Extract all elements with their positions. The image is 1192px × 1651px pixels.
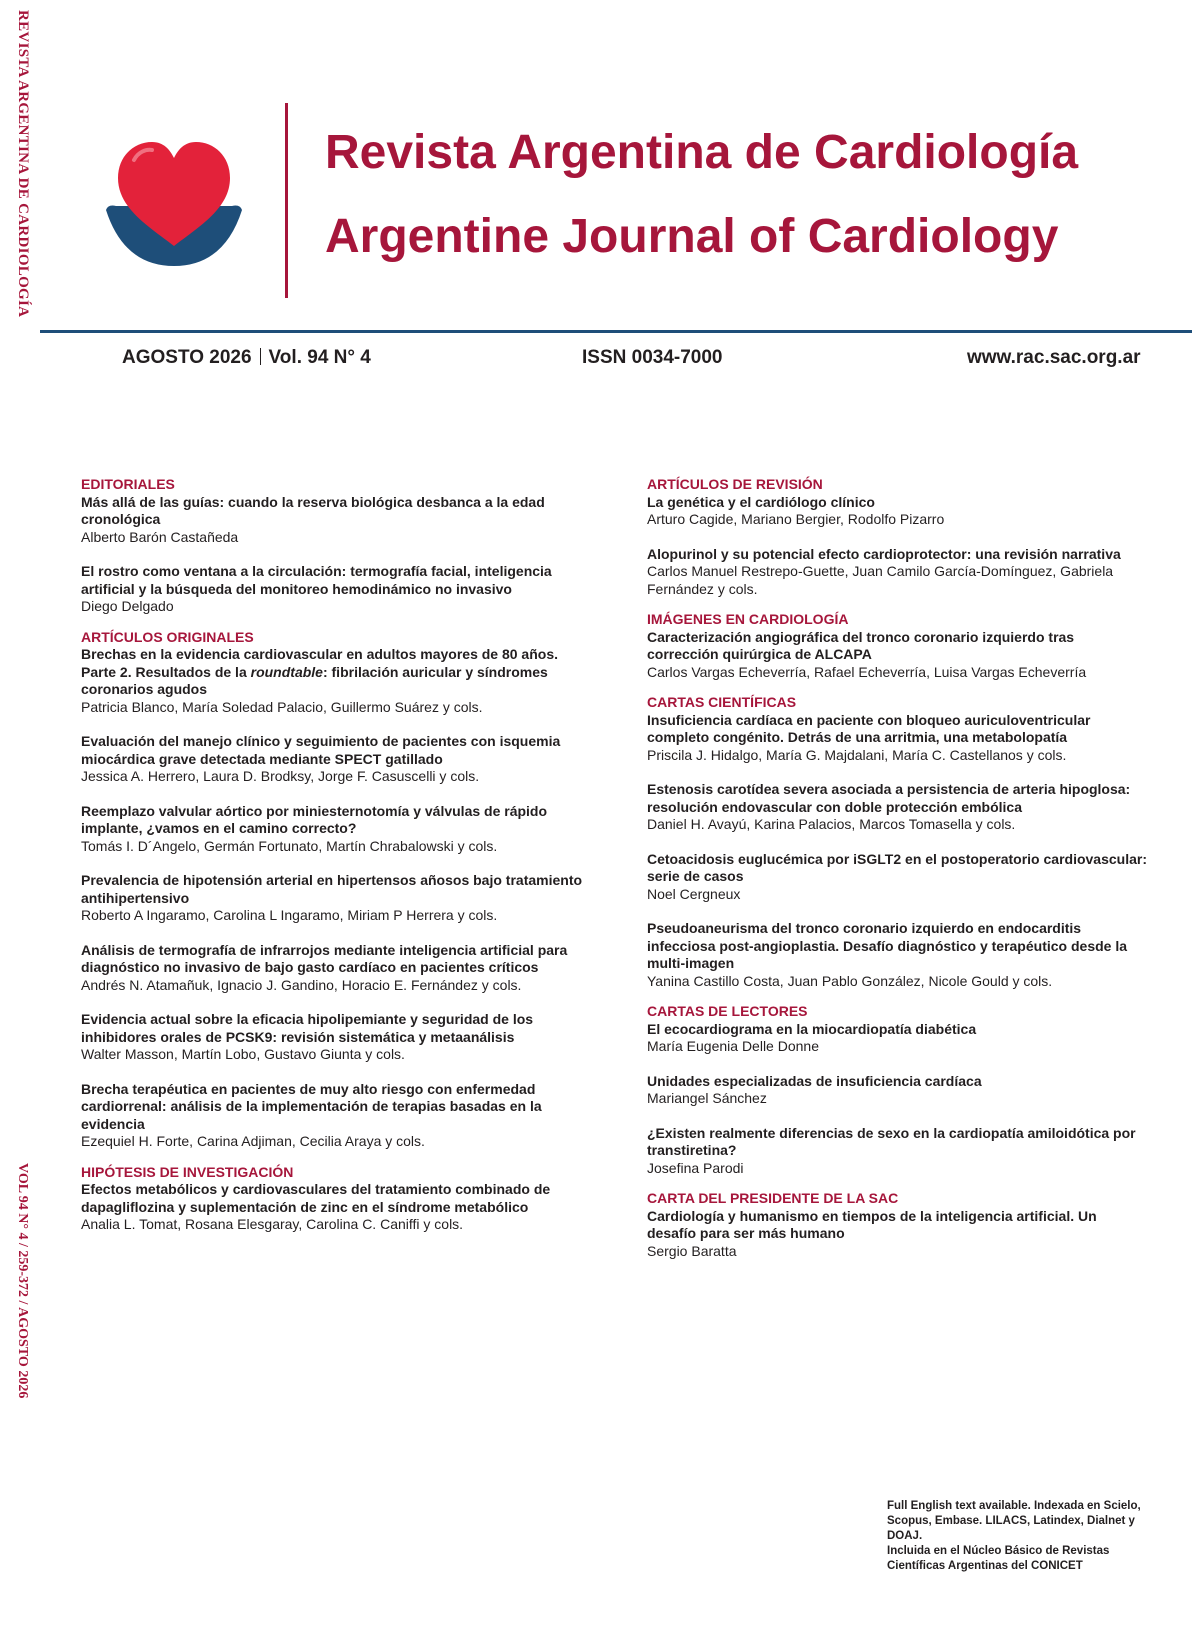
article-authors: Analia L. Tomat, Rosana Elesgaray, Carolina C. Caniffi y cols. <box>81 1216 464 1232</box>
issue-date-volume <box>122 347 371 369</box>
article-authors: Roberto A Ingaramo, Carolina L Ingaramo, Miriam P Herrera y cols. <box>81 907 498 923</box>
toc-entry[interactable] <box>647 629 1147 682</box>
website-link[interactable]: www.rac.sac.org.ar <box>967 347 1141 368</box>
article-authors: Diego Delgado <box>81 598 174 614</box>
toc-entry[interactable] <box>647 712 1147 765</box>
article-title: Evaluación del manejo clínico y seguimiento de pacientes con isquemia miocárdica grave detectada mediante SPECT gatillado <box>81 733 561 767</box>
article-authors: Walter Masson, Martín Lobo, Gustavo Giunta y cols. <box>81 1046 405 1062</box>
indexing-note-line: Full English text available. Indexada en Scielo, Scopus, Embase. LILACS, Latindex, Dialnet y DOAJ. <box>887 1500 1141 1542</box>
section-heading: IMÁGENES EN CARDIOLOGÍA <box>647 611 849 627</box>
article-authors: Josefina Parodi <box>647 1159 744 1176</box>
toc-entry[interactable] <box>647 1208 1147 1261</box>
toc-entry[interactable] <box>647 851 1147 904</box>
article-title-part: : fibrilación auricular y síndromes coronarios agudos <box>81 663 548 697</box>
article-title: Prevalencia de hipotensión arterial en hipertensos añosos bajo tratamiento antihipertensivo <box>81 872 583 906</box>
article-title: Análisis de termografía de infrarrojos mediante inteligencia artificial para diagnóstico no invasivo de bajo gasto cardíaco en pacientes críticos <box>81 941 568 975</box>
toc-left-column <box>81 476 591 1251</box>
toc-entry[interactable] <box>647 494 1147 529</box>
article-authors: Arturo Cagide, Mariano Bergier, Rodolfo Pizarro <box>647 511 945 527</box>
toc-entry[interactable] <box>81 494 591 547</box>
article-title: Alopurinol y su potencial efecto cardioprotector: una revisión narrativa <box>647 545 1121 562</box>
article-title <box>81 646 591 699</box>
toc-entry[interactable] <box>81 803 591 856</box>
article-authors: Andrés N. Atamañuk, Ignacio J. Gandino, Horacio E. Fernández y cols. <box>81 976 522 993</box>
article-authors: Noel Cergneux <box>647 885 741 902</box>
toc-entry[interactable] <box>81 1181 591 1234</box>
article-title: Insuficiencia cardíaca en paciente con bloqueo auriculoventricular completo congénito. Detrás de una arritmia, una metabolopatía <box>647 711 1091 745</box>
article-title: El ecocardiograma en la miocardiopatía diabética <box>647 1020 977 1037</box>
issue-date: AGOSTO 2026 <box>122 347 252 368</box>
section-heading: CARTAS CIENTÍFICAS <box>647 694 797 710</box>
article-authors: Priscila J. Hidalgo, María G. Majdalani, María C. Castellanos y cols. <box>647 746 1067 763</box>
article-title: Unidades especializadas de insuficiencia cardíaca <box>647 1072 982 1089</box>
article-title: Evidencia actual sobre la eficacia hipolipemiante y seguridad de los inhibidores orales de PCSK9: revisión sistemática y metaanálisis <box>81 1011 534 1045</box>
journal-title-en: Argentine Journal of Cardiology <box>325 210 1059 263</box>
article-authors: Jessica A. Herrero, Laura D. Brodksy, Jorge F. Casuscelli y cols. <box>81 768 480 784</box>
article-title: Brecha terapéutica en pacientes de muy alto riesgo con enfermedad cardiorrenal: análisis de la implementación de terapias basadas en la evidencia <box>81 1080 542 1132</box>
article-authors: Daniel H. Avayú, Karina Palacios, Marcos Tomasella y cols. <box>647 816 1016 832</box>
article-authors: Carlos Vargas Echeverría, Rafael Echeverría, Luisa Vargas Echeverría <box>647 663 1087 680</box>
article-title: Cardiología y humanismo en tiempos de la inteligencia artificial. Un desafío para ser más humano <box>647 1207 1097 1241</box>
article-authors: Sergio Baratta <box>647 1242 737 1259</box>
article-title: Efectos metabólicos y cardiovasculares del tratamiento combinado de dapagliflozina y suplementación de zinc en el síndrome metabólico <box>81 1181 551 1215</box>
heart-logo-icon <box>104 138 244 268</box>
article-authors: Ezequiel H. Forte, Carina Adjiman, Cecilia Araya y cols. <box>81 1133 425 1149</box>
article-authors: Alberto Barón Castañeda <box>81 528 239 545</box>
toc-entry[interactable] <box>647 1073 1147 1108</box>
issue-separator <box>260 348 261 365</box>
toc-entry[interactable] <box>81 563 591 616</box>
article-title: Caracterización angiográfica del tronco coronario izquierdo tras corrección quirúrgica de ALCAPA <box>647 628 1075 662</box>
toc-entry[interactable] <box>81 872 591 925</box>
article-authors: Tomás I. D´Angelo, Germán Fortunato, Martín Chrabalowski y cols. <box>81 837 498 854</box>
toc-entry[interactable] <box>647 546 1147 599</box>
toc-entry[interactable] <box>647 920 1147 990</box>
toc-entry[interactable] <box>81 646 591 716</box>
article-title: La genética y el cardiólogo clínico <box>647 493 875 510</box>
spine-issue-info: VOL 94 N° 4 / 259-372 / AGOSTO 2026 <box>15 1163 30 1399</box>
indexing-note-line: Incluida en el Núcleo Básico de Revistas Científicas Argentinas del CONICET <box>887 1545 1110 1572</box>
article-title: El rostro como ventana a la circulación: termografía facial, inteligencia artificial y la búsqueda del monitoreo hemodinámico no invasivo <box>81 563 552 597</box>
masthead-divider <box>285 103 288 298</box>
article-title-emphasis: roundtable <box>250 663 323 680</box>
article-title: Reemplazo valvular aórtico por miniesternotomía y válvulas de rápido implante, ¿vamos en el camino correcto? <box>81 802 548 836</box>
article-authors: Mariangel Sánchez <box>647 1090 767 1106</box>
spine-journal-title: REVISTA ARGENTINA DE CARDIOLOGÍA <box>15 10 31 318</box>
article-authors: Carlos Manuel Restrepo-Guette, Juan Camilo García-Domínguez, Gabriela Fernández y cols. <box>647 563 1114 597</box>
indexing-note <box>887 1499 1147 1574</box>
toc-entry[interactable] <box>647 1125 1147 1178</box>
toc-entry[interactable] <box>81 733 591 786</box>
journal-title-es: Revista Argentina de Cardiología <box>325 126 1079 179</box>
section-heading: HIPÓTESIS DE INVESTIGACIÓN <box>81 1163 294 1180</box>
toc-entry[interactable] <box>81 942 591 995</box>
article-authors: Patricia Blanco, María Soledad Palacio, Guillermo Suárez y cols. <box>81 698 483 715</box>
issue-volume: Vol. 94 N° 4 <box>268 347 371 368</box>
article-title: Pseudoaneurisma del tronco coronario izquierdo en endocarditis infecciosa post-angioplastia. Desafío diagnóstico y terapéutico desde la multi-imagen <box>647 920 1128 971</box>
article-title: ¿Existen realmente diferencias de sexo en la cardiopatía amiloidótica por transtiretina? <box>647 1124 1136 1158</box>
issn: ISSN 0034-7000 <box>582 347 723 368</box>
toc-right-column <box>647 476 1147 1277</box>
article-authors: María Eugenia Delle Donne <box>647 1038 819 1054</box>
article-title: Estenosis carotídea severa asociada a persistencia de arteria hipoglosa: resolución endovascular con doble protección embólica <box>647 781 1131 815</box>
toc-entry[interactable] <box>81 1011 591 1064</box>
section-heading: ARTÍCULOS ORIGINALES <box>81 628 254 645</box>
article-title: Cetoacidosis euglucémica por iSGLT2 en el postoperatorio cardiovascular: serie de casos <box>647 850 1147 884</box>
article-title: Más allá de las guías: cuando la reserva biológica desbanca a la edad cronológica <box>81 493 545 527</box>
section-heading: CARTA DEL PRESIDENTE DE LA SAC <box>647 1190 899 1206</box>
toc-entry[interactable] <box>647 781 1147 834</box>
toc-entry[interactable] <box>81 1081 591 1151</box>
article-title-part: Brechas en la evidencia cardiovascular en adultos mayores de 80 años. Parte 2. Resultados de la <box>81 646 558 680</box>
section-heading: EDITORIALES <box>81 476 175 492</box>
article-authors: Yanina Castillo Costa, Juan Pablo González, Nicole Gould y cols. <box>647 972 1053 989</box>
toc-entry[interactable] <box>647 1021 1147 1056</box>
header-rule <box>40 330 1192 333</box>
section-heading: ARTÍCULOS DE REVISIÓN <box>647 476 823 492</box>
section-heading: CARTAS DE LECTORES <box>647 1003 808 1019</box>
